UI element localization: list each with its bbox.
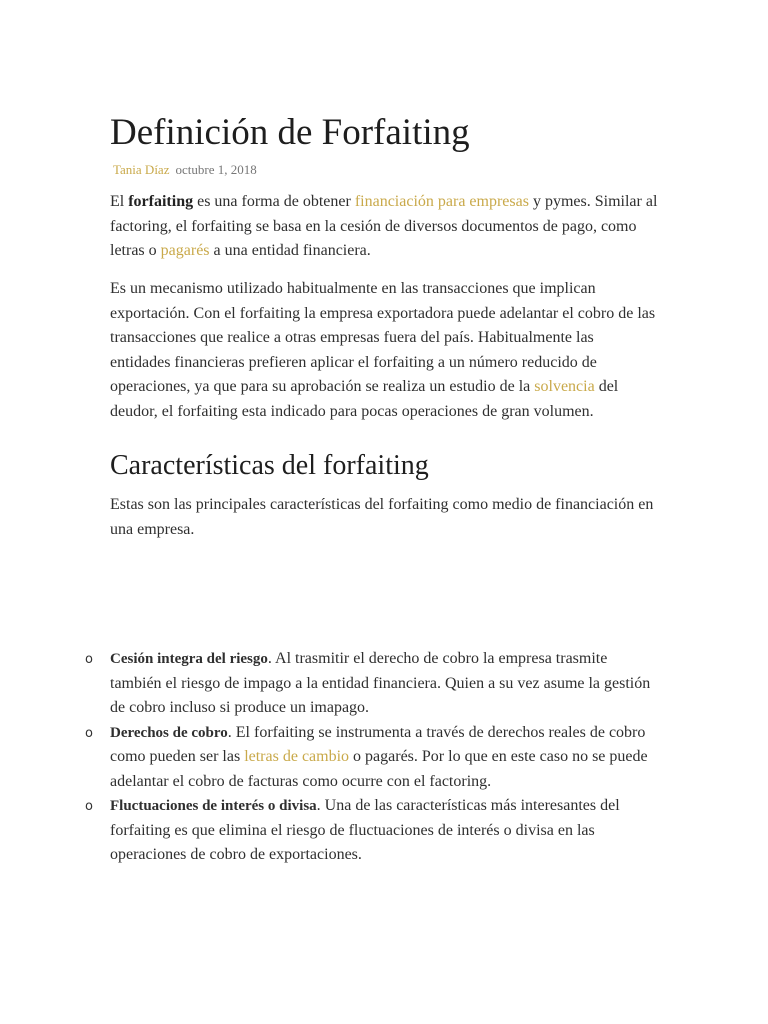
author-link[interactable]: Tania Díaz: [113, 162, 170, 177]
link-solvencia[interactable]: solvencia: [534, 378, 595, 395]
intro-paragraph: [110, 190, 658, 264]
text-run: a una entidad financiera.: [209, 242, 371, 259]
text-run: del deudor, el forfaiting esta indicado para pocas operaciones de gran volumen.: [110, 378, 619, 420]
feature-text: . El forfaiting se instrumenta a través de derechos reales de cobro como pueden ser las: [110, 723, 646, 765]
text-run: El: [110, 193, 129, 210]
feature-text: . Al trasmitir el derecho de cobro la empresa trasmite también el riesgo de impago a la entidad financiera. Quien a su vez asume la gestión de cobro incluso si produce un imapago.: [110, 650, 651, 716]
text-run: es una forma de obtener: [193, 193, 355, 210]
text-run: y pymes. Similar al factoring, el forfaiting se basa en la cesión de diversos documentos de pago, como letras o: [110, 193, 658, 259]
section-heading: Características del forfaiting: [110, 450, 429, 481]
publish-date: octubre 1, 2018: [175, 162, 257, 177]
link-pagares[interactable]: pagarés: [160, 242, 210, 259]
bullet-icon: o: [85, 652, 93, 667]
list-item: [85, 721, 660, 795]
section-intro-paragraph: Estas son las principales características del forfaiting como medio de financiación en una empresa.: [110, 496, 654, 538]
mechanism-paragraph: [110, 277, 658, 424]
link-letras-de-cambio[interactable]: letras de cambio: [244, 748, 350, 765]
features-list: [85, 647, 660, 868]
link-financiacion[interactable]: financiación para empresas: [354, 193, 529, 210]
text-run: Es un mecanismo utilizado habitualmente en las transacciones que implican exportación. Con el forfaiting la empresa exportadora puede adelantar el cobro de las transacciones que realice a otras empresas fuera del país. Habitualmente las entidades financieras prefieren aplicar el forfaiting a un número reducido de operaciones, ya que para su aprobación se realiza un estudio de la: [110, 280, 656, 395]
bullet-icon: o: [85, 799, 93, 814]
list-item: [85, 794, 660, 868]
list-item: [85, 647, 660, 721]
feature-text: . Una de las características más interesantes del forfaiting es que elimina el riesgo de fluctuaciones de interés o divisa en las operaciones de cobro de exportaciones.: [110, 797, 620, 863]
article-meta: [113, 162, 257, 178]
feature-text: o pagarés. Por lo que en este caso no se puede adelantar el cobro de facturas como ocurre con el factoring.: [110, 748, 648, 790]
feature-title: Fluctuaciones de interés o divisa: [110, 798, 317, 814]
bullet-icon: o: [85, 725, 93, 741]
feature-title: Cesión integra del riesgo: [110, 651, 268, 667]
feature-title: Derechos de cobro: [110, 724, 228, 741]
article-title: Definición de Forfaiting: [110, 112, 470, 153]
term-forfaiting: forfaiting: [128, 193, 194, 210]
